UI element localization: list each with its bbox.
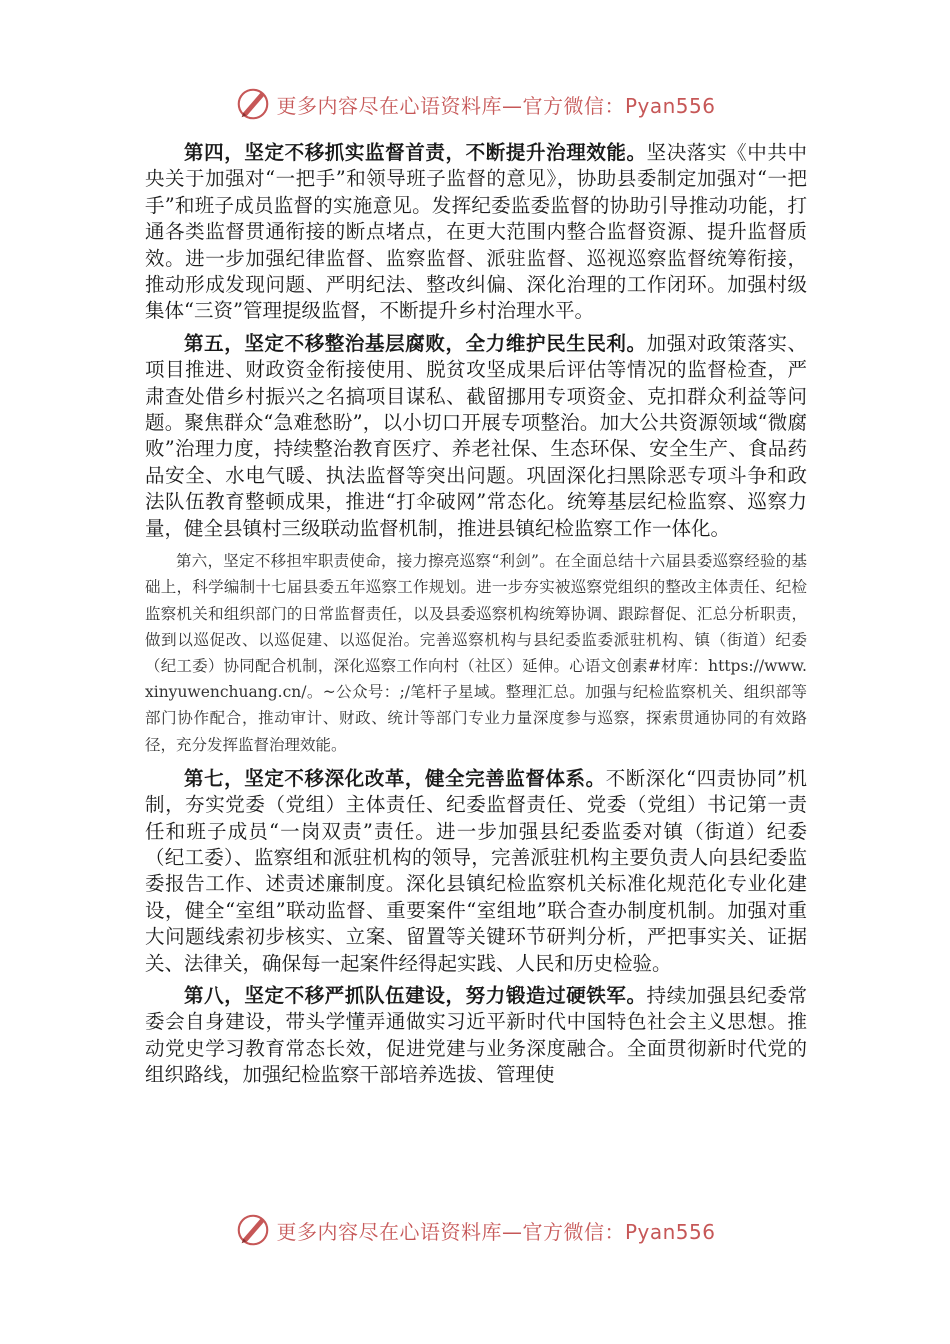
paragraph-text: 坚决落实《中共中央关于加强对“一把手”和领导班子监督的意见》，协助县委制定加强对“一把手”和班子成员监督的实施意见。发挥纪委监委监督的协助引导推动功能，打通各类监督贯通衔接的断点堵点，在更大范围内整合监督资源、提升监督质效。进一步加强纪律监督、监察监督、派驻监督、巡视巡察监督统筹衔接，推动形成发现问题、严明纪法、整改纠偏、深化治理的工作闭环。加强村级集体“三资”管理提级监督，不断提升乡村治理水平。: [145, 141, 807, 323]
paragraph-text: 第六，坚定不移担牢职责使命，接力擦亮巡察“利剑”。在全面总结十六届县委巡察经验的基础上，科学编制十七届县委五年巡察工作规划。进一步夯实被巡察党组织的整改主体责任、纪检监察机关和组织部门的日常监督责任，以及县委巡察机构统筹协调、跟踪督促、汇总分析职责，做到以巡促改、以巡促建、以巡促治。完善巡察机构与县纪委监委派驻机构、镇（街道）纪委（纪工委）协同配合机制，深化巡察工作向村（社区）延伸。心语文创素#材库：https://www.xinyuwenchuang.cn/。~公众号：;/笔杆子星域。整理汇总。加强与纪检监察机关、组织部等部门协作配合，推动审计、财政、统计等部门专业力量深度参与巡察，探索贯通协同的有效路径，充分发挥监督治理效能。: [145, 552, 807, 754]
paragraph-7: [145, 766, 807, 977]
paragraph-lead: 第八，坚定不移严抓队伍建设，努力锻造过硬铁军。: [184, 983, 647, 1007]
header-banner: [0, 84, 950, 124]
paragraph-6: [145, 548, 807, 758]
footer-banner: [0, 1210, 950, 1250]
pen-logo-icon: [234, 1211, 272, 1249]
banner-text: 更多内容尽在心语资料库—官方微信：Pyan556: [276, 93, 716, 118]
paragraph-lead: 第七，坚定不移深化改革，健全完善监督体系。: [184, 766, 606, 790]
document-body: [145, 140, 807, 1095]
paragraph-4: [145, 140, 807, 325]
pen-logo-icon: [234, 85, 272, 123]
banner-text: 更多内容尽在心语资料库—官方微信：Pyan556: [276, 1219, 716, 1244]
paragraph-8: [145, 983, 807, 1089]
paragraph-text: 加强对政策落实、项目推进、财政资金衔接使用、脱贫攻坚成果后评估等情况的监督检查，严肃查处借乡村振兴之名搞项目谋私、截留挪用专项资金、克扣群众利益等问题。聚焦群众“急难愁盼”，以小切口开展专项整治。加大公共资源领域“微腐败”治理力度，持续整治教育医疗、养老社保、生态环保、安全生产、食品药品安全、水电气暖、执法监督等突出问题。巩固深化扫黑除恶专项斗争和政法队伍教育整顿成果，推进“打伞破网”常态化。统筹基层纪检监察、巡察力量，健全县镇村三级联动监督机制，推进县镇纪检监察工作一体化。: [145, 331, 807, 540]
paragraph-lead: 第五，坚定不移整治基层腐败，全力维护民生民利。: [184, 331, 647, 355]
paragraph-text: 持续加强县纪委常委会自身建设，带头学懂弄通做实习近平新时代中国特色社会主义思想。推动党史学习教育常态长效，促进党建与业务深度融合。全面贯彻新时代党的组织路线，加强纪检监察干部培养选拔、管理使: [145, 983, 807, 1087]
paragraph-5: [145, 331, 807, 542]
paragraph-lead: 第四，坚定不移抓实监督首责，不断提升治理效能。: [184, 141, 647, 164]
paragraph-text: 不断深化“四责协同”机制，夯实党委（党组）主体责任、纪委监督责任、党委（党组）书记第一责任和班子成员“一岗双责”责任。进一步加强县纪委监委对镇（街道）纪委（纪工委）、监察组和派驻机构的领导，完善派驻机构主要负责人向县纪委监委报告工作、述责述廉制度。深化县镇纪检监察机关标准化规范化专业化建设，健全“室组”联动监督、重要案件“室组地”联合查办制度机制。加强对重大问题线索初步核实、立案、留置等关键环节研判分析，严把事实关、证据关、法律关，确保每一起案件经得起实践、人民和历史检验。: [145, 766, 807, 975]
